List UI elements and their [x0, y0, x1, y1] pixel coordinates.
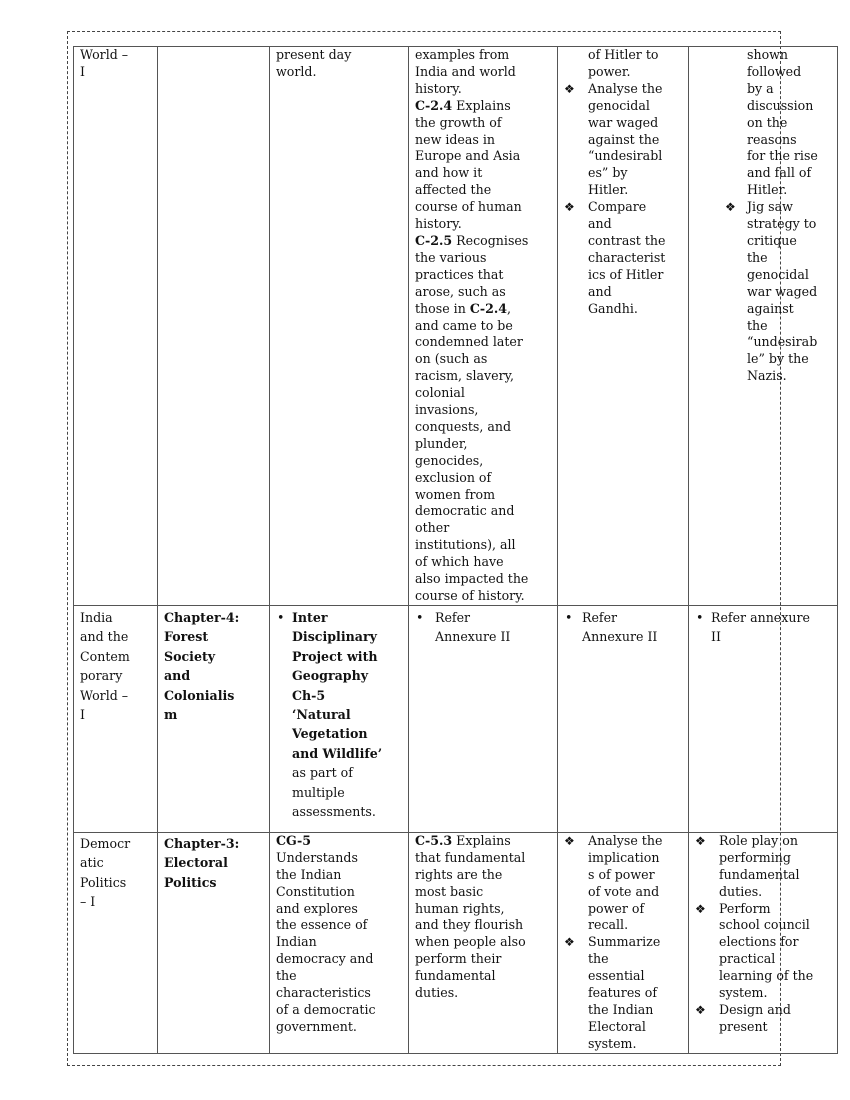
- list-item: [695, 608, 834, 647]
- cell-pedagogy: [689, 47, 838, 606]
- outcome-code: C-5.3: [415, 832, 453, 848]
- outcome-code: C-2.4: [415, 97, 453, 113]
- cell-learning-outcomes: [409, 47, 558, 606]
- cell-activities: [558, 605, 689, 832]
- pedagogy-text: Role play on performing fundamental duties.: [719, 832, 800, 899]
- outcome-text: Explains the growth of new ideas in Europe and Asia and how it affected the course of human history.: [415, 97, 522, 232]
- activity-text: Analyse the implication s of power of vote and power of recall.: [588, 832, 663, 933]
- outcome-text: Recognises the various practices that arose, such as those in: [415, 232, 529, 316]
- pedagogy-list: [695, 608, 834, 647]
- outcome-text: Explains that fundamental rights are the most basic human rights, and they flourish when people also perform their fundamental duties.: [415, 832, 526, 1001]
- activity-text: Analyse the genocidal war waged against the “undesirabl es” by Hitler.: [588, 80, 663, 198]
- dot-bullet-icon: •: [416, 609, 424, 625]
- cell-competency: [270, 605, 409, 832]
- cell-learning-outcomes: [409, 832, 558, 1053]
- diamond-bullet-icon: ❖: [564, 200, 575, 215]
- outcome-text: examples from India and world history.: [415, 47, 516, 96]
- list-item: [564, 608, 685, 647]
- outcome-code: C-2.5: [415, 232, 453, 248]
- cell-chapter: Chapter-3: Electoral Politics: [158, 832, 270, 1053]
- table-row: [74, 832, 838, 1053]
- activity-list: [564, 47, 685, 318]
- dot-bullet-icon: •: [696, 609, 704, 625]
- pedagogy-text: Design and present: [719, 1001, 791, 1034]
- outcome-code: C-2.4: [469, 300, 507, 316]
- diamond-bullet-icon: ❖: [564, 935, 575, 950]
- cell-pedagogy: [689, 605, 838, 832]
- list-item: [564, 47, 685, 81]
- dot-bullet-icon: •: [277, 609, 285, 625]
- pedagogy-text: Jig saw strategy to critique the genocidal war waged against the “undesirab le” by the Nazis.: [747, 199, 818, 384]
- table-row: [74, 47, 838, 606]
- list-item: [695, 833, 834, 901]
- table-row: [74, 605, 838, 832]
- list-item: [415, 608, 554, 647]
- dot-bullet-icon: •: [565, 609, 573, 625]
- cell-book: World – I: [74, 47, 158, 606]
- list-item: [564, 81, 685, 199]
- outcome-text: , and came to be condemned later on (such as racism, slavery, colonial invasions, conquests, and plunder, genocides, exclusion of women from democratic and other institutions), all of which have also impacted the course of history.: [415, 300, 529, 603]
- cell-learning-outcomes: [409, 605, 558, 832]
- curriculum-table: [73, 46, 838, 1054]
- cell-pedagogy: [689, 832, 838, 1053]
- cell-book: Democr atic Politics – I: [74, 832, 158, 1053]
- list-item: [564, 833, 685, 934]
- competency-text: Understands the Indian Constitution and explores the essence of Indian democracy and the characteristics of a democratic government.: [276, 849, 376, 1034]
- activity-text: Summarize the essential features of the Indian Electoral system.: [588, 934, 661, 1051]
- list-item: [695, 1002, 834, 1036]
- activity-list: [564, 833, 685, 1053]
- cell-chapter: [158, 47, 270, 606]
- pedagogy-lead: shown followed by a discussion on the reasons for the rise and fall of Hitler.: [747, 47, 818, 198]
- diamond-bullet-icon: ❖: [564, 833, 575, 848]
- competency-list: [276, 608, 405, 821]
- diamond-bullet-icon: ❖: [564, 81, 575, 96]
- list-item: [695, 901, 834, 1002]
- diamond-bullet-icon: ❖: [695, 833, 706, 848]
- list-item: [276, 608, 405, 821]
- diamond-bullet-icon: ❖: [695, 1002, 706, 1017]
- list-item: [695, 47, 834, 199]
- list-item: [564, 199, 685, 317]
- activity-lead: of Hitler to power.: [588, 47, 659, 79]
- project-note: as part of multiple assessments.: [292, 765, 376, 819]
- annexure-reference: Refer Annexure II: [582, 609, 658, 645]
- pedagogy-list: [695, 833, 834, 1036]
- project-title: Inter Disciplinary Project with Geography Ch-5 ‘Natural Vegetation and Wildlife’: [292, 609, 383, 761]
- cell-activities: [558, 832, 689, 1053]
- cell-book: India and the Contem porary World – I: [74, 605, 158, 832]
- cell-chapter: Chapter-4: Forest Society and Colonialis m: [158, 605, 270, 832]
- pedagogy-list: [695, 47, 834, 385]
- outcome-list: [415, 608, 554, 647]
- competency-code: CG-5: [276, 832, 312, 848]
- cell-competency: present day world.: [270, 47, 409, 606]
- cell-competency: [270, 832, 409, 1053]
- list-item: [564, 934, 685, 1052]
- pedagogy-text: Perform school council elections for practical learning of the system.: [719, 900, 814, 1001]
- list-item: [695, 199, 834, 385]
- diamond-bullet-icon: ❖: [725, 200, 736, 215]
- activity-list: [564, 608, 685, 647]
- diamond-bullet-icon: ❖: [695, 901, 706, 916]
- cell-activities: [558, 47, 689, 606]
- annexure-reference: Refer Annexure II: [435, 609, 511, 645]
- activity-text: Compare and contrast the characterist ics of Hitler and Gandhi.: [588, 199, 666, 316]
- annexure-reference: Refer annexure II: [711, 609, 810, 645]
